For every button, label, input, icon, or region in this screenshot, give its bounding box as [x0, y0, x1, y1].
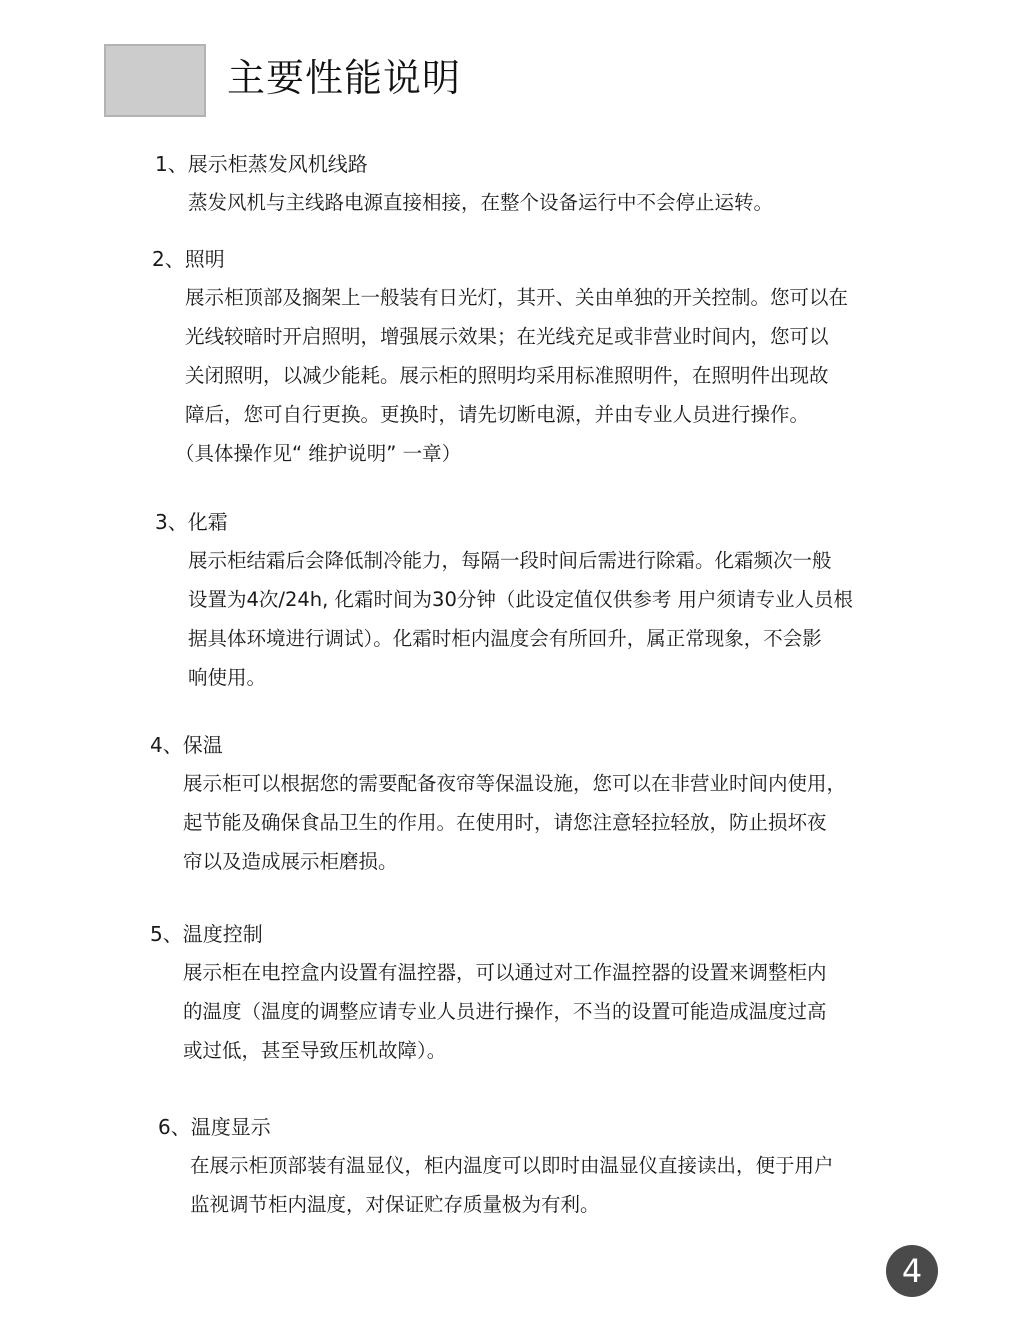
- section-3-body: [188, 541, 853, 697]
- section-2-body: [175, 278, 849, 473]
- text-line: 展示柜顶部及搁架上一般装有日光灯，其开、关由单独的开关控制。您可以在: [185, 286, 849, 309]
- text-line: 关闭照明，以减少能耗。展示柜的照明均采用标准照明件，在照明件出现故: [185, 364, 829, 387]
- text-line: 帘以及造成展示柜磨损。: [183, 850, 398, 873]
- section-1-body: [188, 183, 773, 222]
- text-line: 在展示柜顶部装有温显仪，柜内温度可以即时由温显仪直接读出，便于用户: [190, 1154, 834, 1177]
- text-line: 展示柜可以根据您的需要配备夜帘等保温设施，您可以在非营业时间内使用，: [183, 772, 847, 795]
- text-line: 展示柜结霜后会降低制冷能力，每隔一段时间后需进行除霜。化霜频次一般: [188, 549, 832, 572]
- text-line: 设置为4次/24h, 化霜时间为30分钟（此设定值仅供参考 用户须请专业人员根: [188, 588, 854, 611]
- section-2-heading: 2、照明: [152, 247, 225, 271]
- text-line: 光线较暗时开启照明，增强展示效果；在光线充足或非营业时间内，您可以: [185, 325, 829, 348]
- text-line: （具体操作见“ 维护说明” 一章）: [175, 442, 462, 465]
- section-6-body: [190, 1146, 834, 1224]
- section-1-heading: 1、展示柜蒸发风机线路: [155, 152, 368, 176]
- text-line: 展示柜在电控盒内设置有温控器，可以通过对工作温控器的设置来调整柜内: [183, 961, 827, 984]
- text-line: 据具体环境进行调试）。化霜时柜内温度会有所回升，属正常现象，不会影: [188, 627, 822, 650]
- text-line: 障后，您可自行更换。更换时，请先切断电源，并由专业人员进行操作。: [185, 403, 810, 426]
- page-title: 主要性能说明: [227, 56, 462, 100]
- text-line: 响使用。: [188, 666, 267, 689]
- section-4-body: [183, 764, 846, 881]
- text-line: 或过低，甚至导致压机故障）。: [183, 1039, 447, 1062]
- text-line: 监视调节柜内温度，对保证贮存质量极为有利。: [190, 1193, 600, 1216]
- text-line: 蒸发风机与主线路电源直接相接，在整个设备运行中不会停止运转。: [188, 191, 774, 214]
- section-5-body: [183, 953, 827, 1070]
- section-5-heading: 5、温度控制: [150, 922, 263, 946]
- page-number-badge: 4: [886, 1245, 938, 1297]
- section-6-heading: 6、温度显示: [158, 1115, 271, 1139]
- text-line: 的温度（温度的调整应请专业人员进行操作，不当的设置可能造成温度过高: [183, 1000, 827, 1023]
- section-4-heading: 4、保温: [150, 733, 223, 757]
- text-line: 起节能及确保食品卫生的作用。在使用时，请您注意轻拉轻放，防止损坏夜: [183, 811, 827, 834]
- header-gray-box: [104, 44, 206, 117]
- section-3-heading: 3、化霜: [155, 510, 228, 534]
